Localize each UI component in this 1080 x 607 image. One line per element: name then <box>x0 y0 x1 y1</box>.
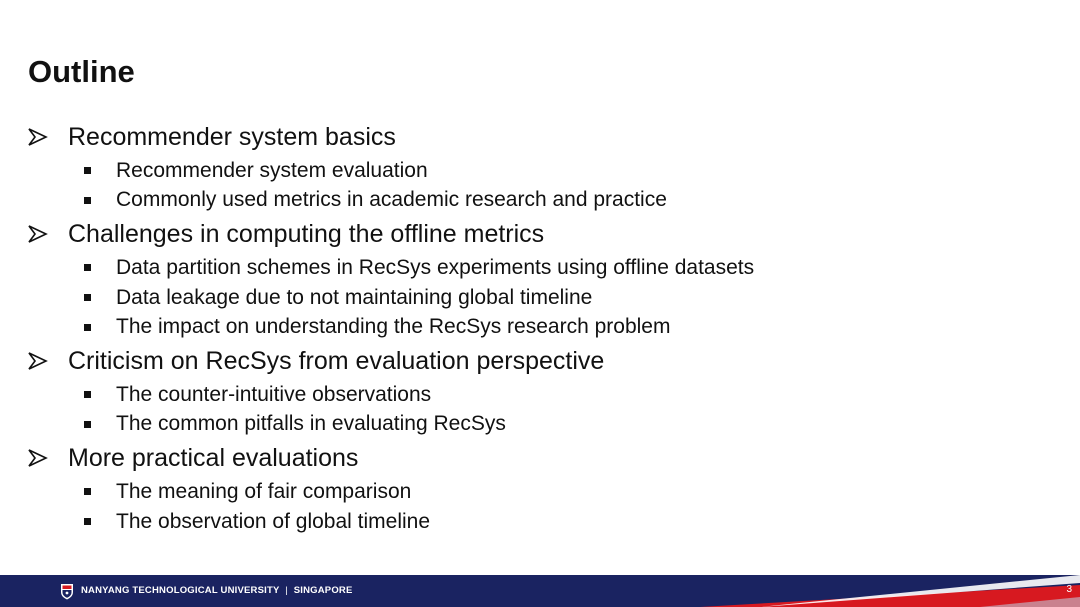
outline-subitem-label: The meaning of fair comparison <box>116 479 412 503</box>
footer-bar <box>0 575 1080 607</box>
square-bullet-icon <box>84 488 91 495</box>
arrow-bullet-icon <box>28 127 68 147</box>
square-bullet-icon <box>84 324 91 331</box>
outline-subitem <box>28 283 1068 313</box>
university-label: NANYANG TECHNOLOGICAL UNIVERSITY <box>81 585 280 596</box>
outline-list <box>28 118 1068 536</box>
outline-section <box>28 215 1068 253</box>
outline-subitem <box>28 186 1068 216</box>
outline-section <box>28 439 1068 477</box>
outline-subitem-label: The impact on understanding the RecSys research problem <box>116 315 671 339</box>
university-location: SINGAPORE <box>293 585 353 596</box>
outline-subitem-label: Data leakage due to not maintaining global timeline <box>116 285 593 309</box>
outline-subitem <box>28 156 1068 186</box>
outline-subitem <box>28 477 1068 507</box>
outline-section <box>28 118 1068 156</box>
arrow-bullet-icon <box>28 351 68 371</box>
square-bullet-icon <box>84 197 91 204</box>
square-bullet-icon <box>84 518 91 525</box>
outline-section-label: More practical evaluations <box>68 444 359 473</box>
outline-subitem <box>28 410 1068 440</box>
outline-subitem-label: The common pitfalls in evaluating RecSys <box>116 412 506 436</box>
arrow-bullet-icon <box>28 224 68 244</box>
outline-subitem-label: The observation of global timeline <box>116 509 431 533</box>
outline-subitem <box>28 507 1068 537</box>
outline-subitem-label: The counter-intuitive observations <box>116 382 432 406</box>
outline-subitem <box>28 312 1068 342</box>
slide-title: Outline <box>28 54 135 89</box>
outline-section <box>28 342 1068 380</box>
outline-subitem-label: Commonly used metrics in academic research and practice <box>116 188 667 212</box>
square-bullet-icon <box>84 294 91 301</box>
square-bullet-icon <box>84 167 91 174</box>
arrow-bullet-icon <box>28 448 68 468</box>
outline-section-label: Challenges in computing the offline metrics <box>68 220 545 249</box>
footer-separator: | <box>285 585 288 596</box>
outline-subitem <box>28 380 1068 410</box>
outline-subitem-label: Recommender system evaluation <box>116 158 428 182</box>
outline-section-label: Criticism on RecSys from evaluation perspective <box>68 346 605 375</box>
ntu-crest-icon <box>60 583 74 600</box>
outline-subitem <box>28 253 1068 283</box>
outline-section-label: Recommender system basics <box>68 123 396 151</box>
outline-subitem-label: Data partition schemes in RecSys experiments using offline datasets <box>116 255 755 279</box>
square-bullet-icon <box>84 391 91 398</box>
page-number: 3 <box>1066 584 1072 595</box>
university-name <box>81 585 353 597</box>
square-bullet-icon <box>84 421 91 428</box>
square-bullet-icon <box>84 264 91 271</box>
